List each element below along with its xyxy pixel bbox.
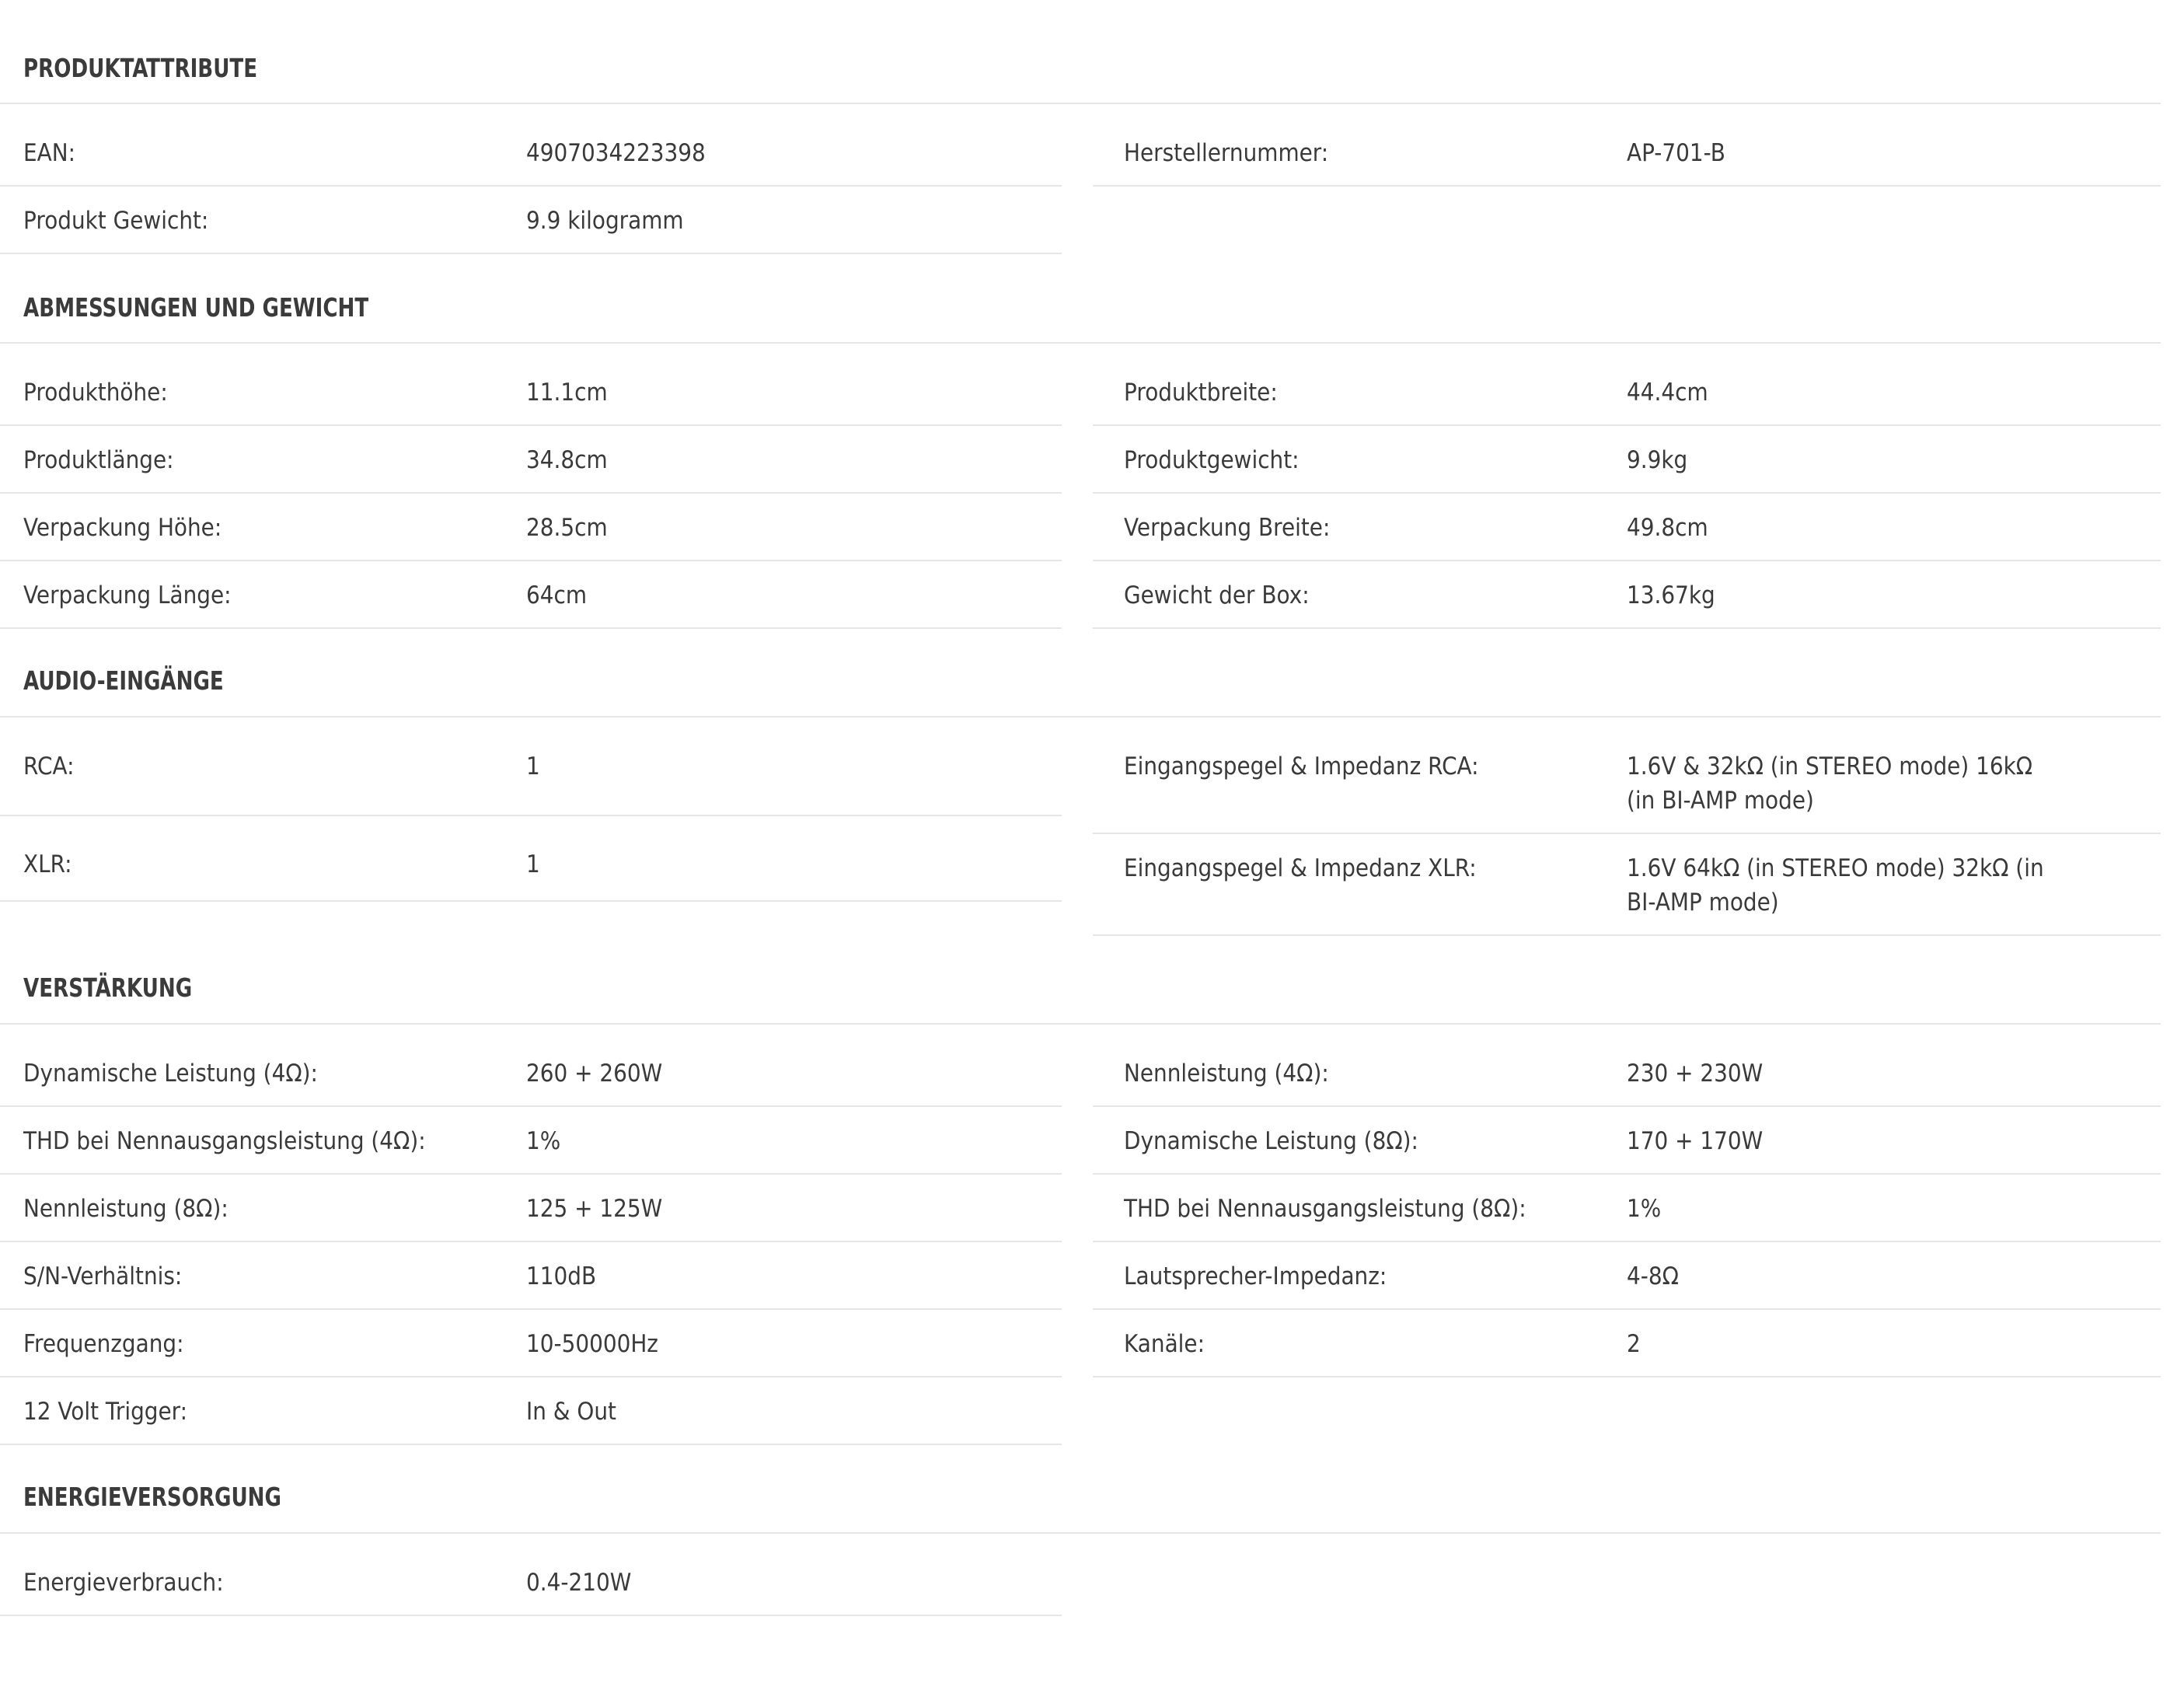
spec-value: 125 + 125W [526,1195,663,1223]
spec-label: Lautsprecher-Impedanz: [1124,1262,1387,1290]
spec-label: THD bei Nennausgangsleistung (8Ω): [1124,1195,1526,1223]
spec-label: Produkt Gewicht: [23,207,209,235]
spec-row-sn-verhaeltnis [0,1242,1062,1310]
spec-value: 44.4cm [1627,379,1708,407]
row-divider [0,1615,1062,1616]
row-divider [1093,934,2161,936]
spec-value: 110dB [526,1262,597,1290]
spec-label: Kanäle: [1124,1330,1205,1358]
spec-value: 260 + 260W [526,1060,663,1088]
spec-value: 49.8cm [1627,514,1708,542]
spec-value: 34.8cm [526,446,608,474]
spec-row-energieverbrauch [0,1549,1062,1616]
spec-value: 0.4-210W [526,1569,632,1597]
spec-value: 10-50000Hz [526,1330,658,1358]
spec-label: Eingangspegel & Impedanz RCA: [1124,752,1479,780]
spec-label: Eingangspegel & Impedanz XLR: [1124,854,1477,882]
spec-label: Herstellernummer: [1124,139,1329,167]
spec-row-gewicht-der-box [1093,561,2161,629]
spec-value: 1.6V & 32kΩ (in STEREO mode) 16kΩ (in BI-AMP mode) [1627,752,2033,815]
spec-row-produktbreite [1093,358,2161,426]
spec-row-verpackung-breite [1093,494,2161,561]
spec-row-nennleistung-8 [0,1175,1062,1242]
section-divider [0,103,2161,104]
spec-row-thd-8 [1093,1175,2161,1242]
spec-row-herstellernummer [1093,119,2161,187]
spec-label: Nennleistung (8Ω): [23,1195,229,1223]
spec-label: 12 Volt Trigger: [23,1398,188,1426]
section-divider [0,1532,2161,1534]
spec-value: 1.6V 64kΩ (in STEREO mode) 32kΩ (in BI-AMP mode) [1627,854,2044,917]
spec-row-eingangspegel-xlr [1093,834,2161,936]
spec-label: XLR: [23,850,72,878]
row-divider [1093,1376,2161,1377]
spec-value: 170 + 170W [1627,1127,1764,1155]
spec-label: Dynamische Leistung (4Ω): [23,1060,318,1088]
spec-label: Verpackung Länge: [23,581,232,609]
spec-value: 11.1cm [526,379,608,407]
spec-label: Energieverbrauch: [23,1569,224,1597]
row-divider [0,1444,1062,1445]
spec-label: Produktbreite: [1124,379,1278,407]
spec-value: 4907034223398 [526,139,706,167]
spec-label: Verpackung Breite: [1124,514,1331,542]
spec-label: Nennleistung (4Ω): [1124,1060,1329,1088]
spec-value: AP-701-B [1627,139,1725,167]
spec-value: 9.9kg [1627,446,1688,474]
spec-label: Dynamische Leistung (8Ω): [1124,1127,1418,1155]
row-divider [1093,185,2161,187]
spec-value: 28.5cm [526,514,608,542]
spec-label: RCA: [23,752,75,780]
section-divider [0,342,2161,344]
row-divider [1093,627,2161,629]
spec-row-verpackung-hoehe [0,494,1062,561]
spec-row-nennleistung-4 [1093,1039,2161,1107]
spec-row-produktlaenge [0,426,1062,494]
spec-row-xlr [0,816,1062,902]
row-divider [0,627,1062,629]
spec-value: 13.67kg [1627,581,1715,609]
spec-label: THD bei Nennausgangsleistung (4Ω): [23,1127,426,1155]
section-title: AUDIO-EINGÄNGE [23,665,224,696]
spec-value: 1 [526,850,540,878]
spec-label: EAN: [23,139,75,167]
section-title: VERSTÄRKUNG [23,972,193,1003]
spec-row-12-volt-trigger [0,1377,1062,1445]
spec-value: 9.9 kilogramm [526,207,684,235]
spec-value: 1 [526,752,540,780]
spec-value: 4-8Ω [1627,1262,1679,1290]
spec-value: In & Out [526,1398,616,1426]
spec-value: 1% [1627,1195,1662,1223]
spec-row-frequenzgang [0,1310,1062,1377]
spec-row-verpackung-laenge [0,561,1062,629]
section-title: PRODUKTATTRIBUTE [23,53,258,83]
spec-label: Produkthöhe: [23,379,168,407]
spec-row-rca [0,732,1062,800]
spec-row-thd-4 [0,1107,1062,1175]
spec-label: Frequenzgang: [23,1330,184,1358]
section-divider [0,1023,2161,1025]
section-title: ENERGIEVERSORGUNG [23,1482,281,1512]
spec-row-produkthoehe [0,358,1062,426]
spec-label: Produktlänge: [23,446,174,474]
spec-row-produkt-gewicht [0,187,1062,254]
spec-row-lautsprecher-impedanz [1093,1242,2161,1310]
spec-row-ean [0,119,1062,187]
spec-value: 230 + 230W [1627,1060,1764,1088]
spec-row-dynamische-leistung-4 [0,1039,1062,1107]
section-divider [0,716,2161,718]
spec-value: 1% [526,1127,561,1155]
spec-row-dynamische-leistung-8 [1093,1107,2161,1175]
spec-row-produktgewicht [1093,426,2161,494]
spec-label: Verpackung Höhe: [23,514,222,542]
spec-value: 2 [1627,1330,1641,1358]
spec-label: Gewicht der Box: [1124,581,1310,609]
spec-label: Produktgewicht: [1124,446,1300,474]
spec-row-eingangspegel-rca [1093,732,2161,834]
row-divider [0,900,1062,902]
spec-row-kanaele [1093,1310,2161,1377]
section-title: ABMESSUNGEN UND GEWICHT [23,292,369,323]
spec-value: 64cm [526,581,588,609]
row-divider [0,253,1062,254]
spec-label: S/N-Verhältnis: [23,1262,183,1290]
